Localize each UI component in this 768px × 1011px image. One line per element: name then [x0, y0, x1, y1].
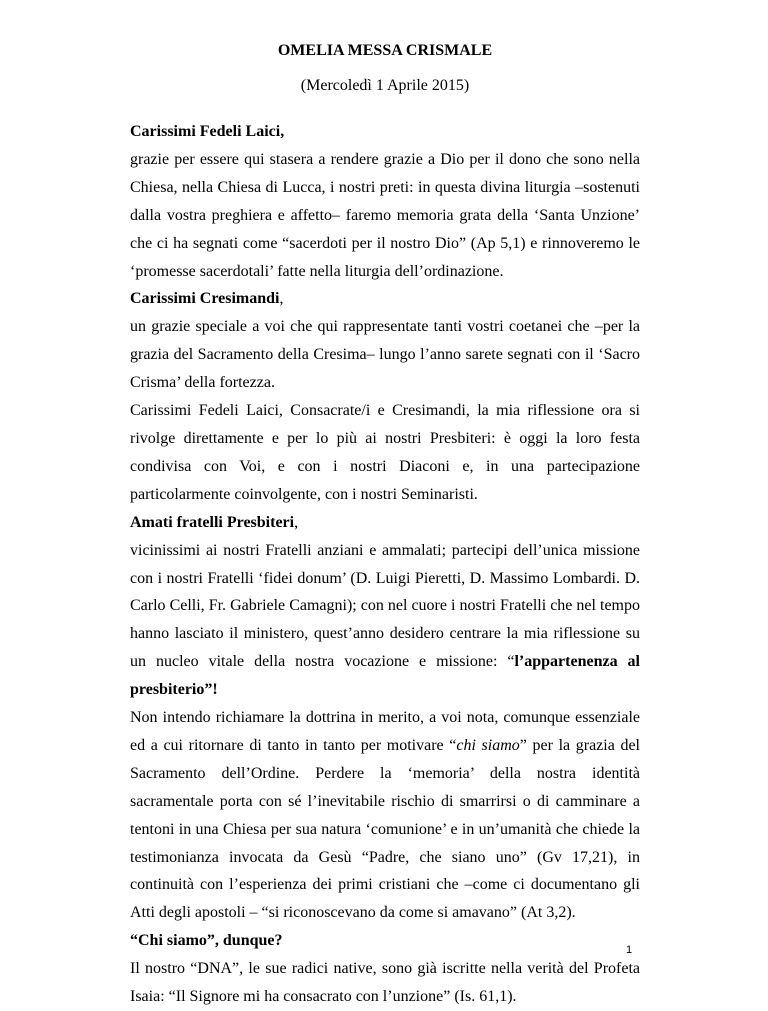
heading-fedeli-laici: Carissimi Fedeli Laici,	[130, 123, 285, 140]
document-date: (Mercoledì 1 Aprile 2015)	[300, 77, 470, 94]
paragraph-presbiteri-emphasis: l’appartenenza al presbiterio”!	[130, 653, 640, 699]
paragraph-dottrina-b: ” per la grazia del Sacramento dell’Ordine. Perdere la ‘memoria’ della nostra identità sacramentale porta con sé l’inevitabile rischio di smarrirsi o di camminare a tentoni in una Chiesa per sua natura ‘comunione’ e in un’umanità che chiede la testimonianza invocata da Gesù “Padre, che siano uno” (Gv 17,21), in continuità con l’esperienza dei primi cristiani che –come ci documentano gli Atti degli apostoli – “si riconoscevano da come si amavano” (At 3,2).	[130, 736, 640, 922]
heading-cresimandi-line	[130, 285, 640, 313]
heading-presbiteri: Amati fratelli Presbiteri	[130, 513, 295, 531]
document-body	[130, 118, 640, 1011]
heading-presbiteri-line	[130, 509, 640, 537]
heading-cresimandi-comma: ,	[279, 290, 284, 308]
paragraph-cresimandi: un grazie speciale a voi che qui rappresentate tanti vostri coetanei che –per la grazia del Sacramento della Cresima– lungo l’anno sarete segnati con il ‘Sacro Crisma’ della fortezza.	[130, 318, 640, 392]
heading-cresimandi: Carissimi Cresimandi	[130, 290, 280, 308]
paragraph-dottrina-italic: chi siamo	[456, 736, 520, 754]
paragraph-dna: Il nostro “DNA”, le sue radici native, sono già iscritte nella verità del Profeta Isaia: “Il Signore mi ha consacrato con l’unzione” (Is. 61,1).	[130, 960, 640, 1006]
paragraph-dottrina	[130, 704, 640, 927]
paragraph-fedeli-laici: grazie per essere qui stasera a rendere grazie a Dio per il dono che sono nella Chiesa, nella Chiesa di Lucca, i nostri preti: in questa divina liturgia –sostenuti dalla vostra preghiera e affetto– faremo memoria grata della ‘Santa Unzione’ che ci ha segnati come “sacerdoti per il nostro Dio” (Ap 5,1) e rinnoveremo le ‘promesse sacerdotali’ fatte nella liturgia dell’ordinazione.	[130, 150, 640, 280]
heading-chi-siamo: “Chi siamo”, dunque?	[130, 932, 283, 950]
paragraph-riflessione: Carissimi Fedeli Laici, Consacrate/i e Cresimandi, la mia riflessione ora si rivolge direttamente e per lo più ai nostri Presbiteri: è oggi la loro festa condivisa con Voi, e con i nostri Diaconi e, in una partecipazione particolarmente coinvolgente, con i nostri Seminaristi.	[130, 402, 640, 503]
document-title: OMELIA MESSA CRISMALE	[277, 42, 493, 59]
paragraph-presbiteri	[130, 537, 640, 704]
paragraph-dottrina-a: Non intendo richiamare la dottrina in merito, a voi nota, comunque essenziale ed a cui ritornare di tanto in tanto per motivare “	[130, 709, 640, 754]
heading-presbiteri-comma: ,	[294, 513, 299, 531]
paragraph-presbiteri-text: vicinissimi ai nostri Fratelli anziani e ammalati; partecipi dell’unica missione con i nostri Fratelli ‘fidei donum’ (D. Luigi Pieretti, D. Massimo Lombardi. D. Carlo Celli, Fr. Gabriele Camagni); con nel cuore i nostri Fratelli che nel tempo hanno lasciato il ministero, quest’anno desidero centrare la mia riflessione su un nucleo vitale della nostra vocazione e missione: “	[130, 541, 640, 671]
page-number: 1	[626, 944, 633, 956]
